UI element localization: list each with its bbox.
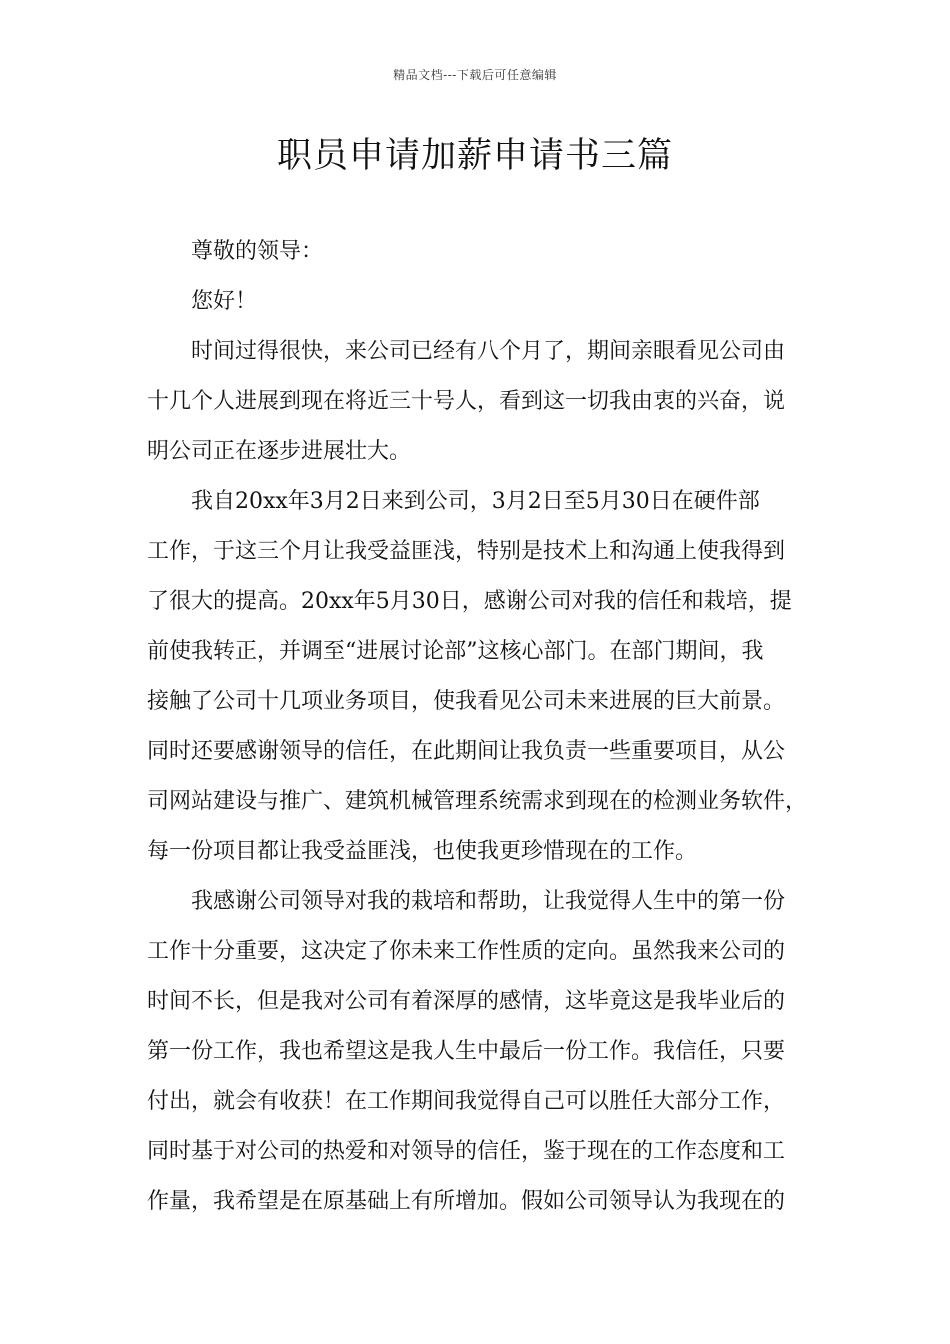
text-line: 付出，就会有收获！在工作期间我觉得自己可以胜任大部分工作，	[147, 1089, 786, 1114]
text-line: 时间过得很快，来公司已经有八个月了，期间亲眼看见公司由	[191, 339, 786, 364]
text-line: 我感谢公司领导对我的栽培和帮助，让我觉得人生中的第一份	[191, 889, 786, 914]
text-line: 十几个人进展到现在将近三十号人，看到这一切我由衷的兴奋，说	[147, 389, 786, 414]
text-line: 明公司正在逐步进展壮大。	[147, 439, 412, 464]
text-line: 时间不长，但是我对公司有着深厚的感情，这毕竟这是我毕业后的	[147, 989, 786, 1014]
text-line: 您好！	[191, 289, 258, 314]
text-line: 同时基于对公司的热爱和对领导的信任，鉴于现在的工作态度和工	[147, 1139, 786, 1164]
text-line: 作量，我希望是在原基础上有所增加。假如公司领导认为我现在的	[147, 1189, 786, 1214]
text-line: 司网站建设与推广、建筑机械管理系统需求到现在的检测业务软件，	[147, 789, 808, 814]
text-line: 工作十分重要，这决定了你未来工作性质的定向。虽然我来公司的	[147, 939, 786, 964]
text-line: 尊敬的领导：	[191, 239, 324, 264]
text-line: 我自20xx年3月2日来到公司，3月2日至5月30日在硬件部	[191, 489, 760, 514]
text-line: 每一份项目都让我受益匪浅，也使我更珍惜现在的工作。	[147, 839, 698, 864]
document-title: 职员申请加薪申请书三篇	[276, 136, 673, 176]
text-line: 第一份工作，我也希望这是我人生中最后一份工作。我信任，只要	[147, 1039, 786, 1064]
text-line: 接触了公司十几项业务项目，使我看见公司未来进展的巨大前景。	[147, 689, 786, 714]
text-line: 前使我转正，并调至“进展讨论部”这核心部门。在部门期间，我	[147, 639, 764, 664]
header-note: 精品文档---下载后可任意编辑	[393, 68, 557, 82]
text-line: 同时还要感谢领导的信任，在此期间让我负责一些重要项目，从公	[147, 739, 786, 764]
document-body	[147, 232, 809, 1232]
text-line: 了很大的提高。20xx年5月30日，感谢公司对我的信任和栽培，提	[147, 589, 792, 614]
text-line: 工作，于这三个月让我受益匪浅，特别是技术上和沟通上使我得到	[147, 539, 786, 564]
